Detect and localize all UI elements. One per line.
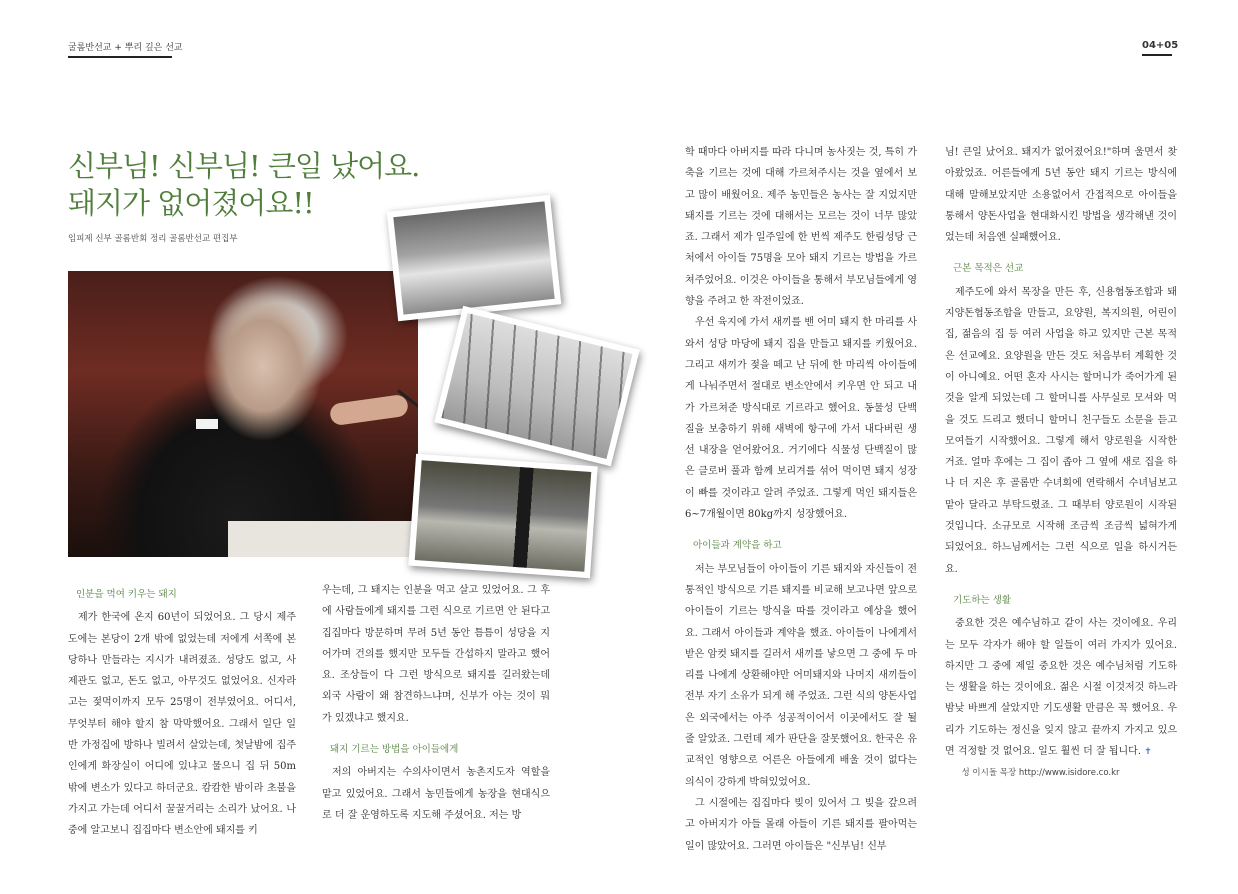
text-column-1 [68, 584, 296, 842]
photo-desk-shape [228, 521, 418, 557]
body-paragraph: 우선 육지에 가서 새끼를 밴 어미 돼지 한 마리를 사와서 성당 마당에 돼지 집을 만들고 돼지를 키웠어요. 그리고 새끼가 젖을 떼고 난 뒤에 한 마리씩 아이들에게 나눠주면서 절대로 변소안에서 키우면 안 되고 내가 가르쳐준 방식대로 기르라고 했어요. 동물성 단백질을 보충하기 위해 새벽에 항구에 가서 내다버린 생선 내장을 얻어왔어요. 거기에다 식물성 단백질이 많은 클로버 풀과 함께 보리겨를 섞어 먹이면 돼지 성장이 빠를 것이라고 알려 주었죠. 그렇게 먹인 돼지들은 6~7개월이면 80kg까지 성장했어요. [685, 317, 917, 521]
congregation-church-photo [387, 195, 562, 322]
cross-end-icon: ✝ [1144, 747, 1152, 758]
body-paragraph: 님! 큰일 났어요. 돼지가 없어졌어요!"하며 울면서 찾아왔었죠. 어른들에게 5년 동안 돼지 기르는 방식에 대해 말해보았지만 소용없어서 간접적으로 아이들을 통해서 양돈사업을 현대화시킨 방법을 생각해낸 것이었는데 처음엔 실패했어요. [945, 147, 1177, 244]
body-paragraph: 제가 한국에 온지 60년이 되었어요. 그 당시 제주도에는 본당이 2개 밖에 없었는데 저에게 서쪽에 본당하나 만들라는 지시가 내려졌죠. 성당도 없고, 사제관도 없고, 돈도 없고, 아무것도 없었어요. 신자라고는 젖먹이까지 모두 25명이 전부였어요. 어디서, 무엇부터 해야 할지 참 막막했어요. 그래서 일단 일반 가정집에 방하나 빌려서 살았는데, 첫날밤에 집주인에게 화장실이 어디에 있냐고 물으니 집 뒤 50m 밖에 변소가 있다고 하더군요. 캄캄한 밤이라 초불을 가지고 가는데 어디서 꿀꿀거리는 소리가 났어요. 나중에 알고보니 집집마다 변소안에 돼지를 키 [68, 612, 296, 837]
priest-speaking-photo [68, 271, 418, 557]
text-column-3 [685, 142, 917, 857]
body-paragraph: 제주도에 와서 목장을 만든 후, 신용협동조합과 돼지양돈협동조합을 만들고, 요양원, 복지의원, 어린이 집, 젊음의 집 등 여러 사업을 하고 있지만 근본 목적은 선교예요. 요양원을 만든 것도 처음부터 계획한 것이 아니예요. 어떤 혼자 사시는 할머니가 죽어가게 된 것을 알게 되었는데 그 할머니를 사무실로 모셔와 먹을 것도 드리고 했더니 할머니 친구들도 소문을 듣고 모여들기 시작했어요. 그렇게 해서 양로원을 시작한 거죠. 얼마 후에는 그 집이 좁아 그 옆에 새로 집을 하나 더 지은 후 골롬반 수녀회에 연락해서 수녀님보고 맡아 달라고 부탁드렸죠. 그 때부터 양로원이 시작된 것입니다. 소규모로 시작해 조금씩 조금씩 넓혀가게 되었어요. 하느님께서는 그런 식으로 일을 하시거든요. [945, 286, 1177, 575]
body-paragraph: 그 시절에는 집집마다 빚이 있어서 그 빚을 갚으려고 아버지가 아들 몰래 아들이 기른 돼지를 팔아먹는 일이 많았어요. 그러면 아이들은 "신부님! 신부 [685, 797, 917, 852]
section-header: 굴롬반선교 + 뿌리 깊은 선교 [68, 40, 172, 58]
article-title-line-2: 돼지가 없어졌어요!! [68, 186, 314, 220]
section-heading: 인분을 먹여 키우는 돼지 [76, 589, 177, 600]
section-heading: 기도하는 생활 [953, 594, 1012, 606]
source-credit: 성 이시돌 목장 http://www.isidore.co.kr [961, 768, 1120, 779]
section-heading: 아이들과 계약을 하고 [693, 540, 782, 552]
article-byline: 임피제 신부 골롬반회 정리 골롬반선교 편집부 [68, 234, 238, 244]
memorial-stone-photo [408, 454, 597, 578]
body-paragraph: 저의 아버지는 수의사이면서 농촌지도자 역할을 맡고 있었어요. 그래서 농민들에게 농장을 현대식으로 더 잘 운영하도록 지도해 주셨어요. 저는 방 [322, 767, 550, 821]
photo-pointing-hand-shape [329, 394, 409, 427]
photo-collar-shape [196, 419, 218, 429]
body-paragraph [945, 613, 1177, 763]
body-paragraph: 우는데, 그 돼지는 인분을 먹고 살고 있었어요. 그 후에 사람들에게 돼지를 그런 식으로 기르면 안 된다고 집집마다 방문하며 무려 5년 동안 틈틈이 성당을 지어가며 건의를 했지만 모두들 간섭하지 말라고 했어요. 조상들이 다 그런 방식으로 돼지를 길러왔는데 외국 사람이 왜 참견하느냐며, 신부가 아는 것이 뭐가 있겠냐고 했지요. [322, 585, 550, 724]
church-construction-photo [434, 306, 640, 466]
section-heading: 근본 목적은 선교 [953, 263, 1024, 275]
body-text: 중요한 것은 예수님하고 같이 사는 것이에요. 우리는 모두 각자가 해야 할 일들이 여러 가지가 있어요. 하지만 그 중에 제일 중요한 것은 예수님처럼 기도하는 생활을 하는 것이에요. 젊은 시절 이것저것 하느라 밤낮 바쁘게 살았지만 기도생활 만큼은 꼭 했어요. 우리가 기도하는 정신을 잊지 않고 끝까지 가지고 있으면 걱정할 것 없어요. 일도 훨씬 더 잘 됩니다. [945, 618, 1177, 758]
text-column-4 [945, 142, 1177, 785]
body-paragraph: 저는 부모님들이 아이들이 기른 돼지와 자신들이 전통적인 방식으로 기른 돼지를 비교해 보고나면 앞으로 아이들이 기르는 방식을 따를 것이라고 예상을 했어요. 그래서 아이들과 계약을 했죠. 아이들이 나에게서 받은 암컷 돼지를 길러서 새끼를 낳으면 그 중에 두 마리를 나에게 상환해야만 어미돼지와 나머지 새끼들이 전부 자기 소유가 되게 해 주었죠. 그런 식의 양돈사업은 외국에서는 아주 성공적이어서 이곳에서도 잘 될 줄 알았죠. 그런데 제가 판단을 잘못했어요. 한국은 유교적인 영향으로 어른은 아들에게 배울 것이 없다는 의식이 강하게 박혀있었어요. [685, 563, 917, 788]
body-paragraph: 학 때마다 아버지를 따라 다니며 농사짓는 것, 특히 가축을 기르는 것에 대해 가르쳐주시는 것을 옆에서 보고 많이 배웠어요. 제주 농민들은 농사는 잘 지었지만 돼지를 기르는 것에 대해서는 모르는 것이 너무 많았죠. 그래서 제가 일주일에 한 번씩 제주도 한림성당 근처에서 아이들 75명을 모아 돼지 기르는 방법을 가르쳐주었어요. 이것은 아이들을 통해서 부모님들에게 영향을 주려고 한 작전이었죠. [685, 147, 917, 308]
page-numbers: 04+05 [1142, 40, 1172, 56]
section-heading: 돼지 기르는 방법을 아이들에게 [330, 744, 459, 756]
article-title-line-1: 신부님! 신부님! 큰일 났어요. [68, 149, 420, 183]
text-column-2 [322, 580, 550, 826]
